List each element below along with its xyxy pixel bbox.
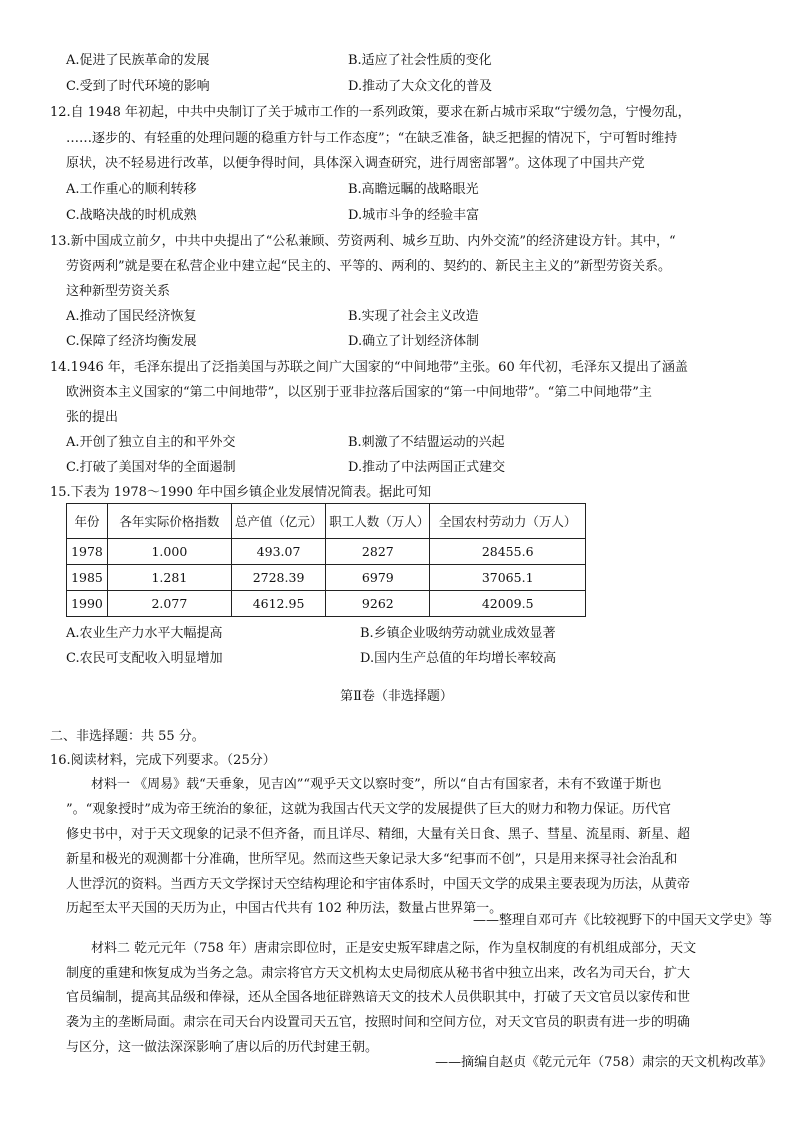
q11-option-d[interactable]: D.推动了大众文化的普及 — [348, 79, 493, 94]
q15-option-d[interactable]: D.国内生产总值的年均增长率较高 — [360, 651, 557, 666]
table-cell: 6979 — [326, 565, 430, 591]
q11-option-a[interactable]: A.促进了民族革命的发展 — [66, 53, 210, 68]
q12-option-a[interactable]: A.工作重心的顺利转移 — [66, 182, 197, 197]
table-cell: 2728.39 — [231, 565, 325, 591]
q13-option-a[interactable]: A.推动了国民经济恢复 — [66, 309, 197, 324]
material2-line: 官员编制，提高其品级和俸禄，还从全国各地征辟熟谙天文的技术人员供职其中，打破了天文官员以家传和世 — [66, 990, 691, 1005]
table-cell: 1985 — [67, 565, 108, 591]
table-cell: 1.281 — [107, 565, 231, 591]
material2-line: 材料二 乾元元年（758 年）唐肃宗即位时，正是安史叛军肆虐之际，作为皇权制度的有机组成部分，天文 — [91, 941, 697, 956]
table-row — [67, 565, 586, 591]
q13-option-c[interactable]: C.保障了经济均衡发展 — [66, 334, 197, 349]
material2-line: 袭为主的垄断局面。肃宗在司天台内设置司天五官，按照时间和空间方位，对天文官员的职责有进一步的明确 — [66, 1015, 691, 1030]
material1-line: 新星和极光的观测都十分准确，世所罕见。然而这些天象记录大多“纪事而不创”，只是用来探寻社会治乱和 — [66, 852, 678, 867]
q12-option-b[interactable]: B.高瞻远瞩的战略眼光 — [348, 182, 479, 197]
q12-stem-line: ……逐步的、有轻重的处理问题的稳重方针与工作态度”；“在缺乏准备，缺乏把握的情况下，宁可暂时维持 — [66, 131, 678, 146]
table-row — [67, 591, 586, 617]
q14-option-d[interactable]: D.推动了中法两国正式建交 — [348, 460, 506, 475]
material1-line: 修史书中，对于天文现象的记录不但齐备，而且详尽、精细，大量有关日食、黑子、彗星、流星雨、新星、超 — [66, 827, 691, 842]
table-cell: 1978 — [67, 539, 108, 565]
part2-title: 第Ⅱ卷（非选择题） — [340, 689, 453, 704]
q12-stem-line: 12.自 1948 年初起，中共中央制订了关于城市工作的一系列政策，要求在新占城市采取“宁缓勿急，宁慢勿乱， — [50, 105, 691, 120]
material1-line: 人世浮沉的资料。当西方天文学探讨天空结构理论和宇宙体系时，中国天文学的成果主要表现为历法，从黄帝 — [66, 877, 691, 892]
q14-option-c[interactable]: C.打破了美国对华的全面遏制 — [66, 460, 236, 475]
q11-option-b[interactable]: B.适应了社会性质的变化 — [348, 53, 492, 68]
q13-option-d[interactable]: D.确立了计划经济体制 — [348, 334, 480, 349]
q12-option-d[interactable]: D.城市斗争的经验丰富 — [348, 208, 480, 223]
q13-stem-line: 13.新中国成立前夕，中共中央提出了“公私兼顾、劳资两利、城乡互助、内外交流”的经济建设方针。其中，“ — [50, 234, 676, 249]
q14-stem-line: 14.1946 年，毛泽东提出了泛指美国与苏联之间广大国家的“中间地带”主张。60 年代初，毛泽东又提出了涵盖 — [50, 360, 688, 375]
table-header-cell: 全国农村劳动力（万人） — [430, 504, 586, 539]
material2-source: ——摘编自赵贞《乾元元年（758）肃宗的天文机构改革》 — [435, 1055, 772, 1070]
table-header-cell: 各年实际价格指数 — [107, 504, 231, 539]
q15-option-c[interactable]: C.农民可支配收入明显增加 — [66, 651, 223, 666]
q15-table — [66, 503, 586, 617]
section2-heading: 二、非选择题：共 55 分。 — [50, 729, 205, 744]
table-header-cell: 年份 — [67, 504, 108, 539]
q15-option-b[interactable]: B.乡镇企业吸纳劳动就业成效显著 — [360, 626, 556, 641]
q16-stem: 16.阅读材料，完成下列要求。（25分） — [50, 753, 276, 768]
table-header-row — [67, 504, 586, 539]
material2-line: 制度的重建和恢复成为当务之急。肃宗将官方天文机构太史局彻底从秘书省中独立出来，改名为司天台，扩大 — [66, 966, 691, 981]
table-row — [67, 539, 586, 565]
table-cell: 28455.6 — [430, 539, 586, 565]
table-cell: 4612.95 — [231, 591, 325, 617]
q15-stem: 15.下表为 1978～1990 年中国乡镇企业发展情况简表。据此可知 — [50, 485, 432, 500]
table-header-cell: 职工人数（万人） — [326, 504, 430, 539]
table-cell: 9262 — [326, 591, 430, 617]
q13-option-b[interactable]: B.实现了社会主义改造 — [348, 309, 479, 324]
table-cell: 1.000 — [107, 539, 231, 565]
table-cell: 37065.1 — [430, 565, 586, 591]
q15-option-a[interactable]: A.农业生产力水平大幅提高 — [66, 626, 223, 641]
q11-option-c[interactable]: C.受到了时代环境的影响 — [66, 79, 210, 94]
q12-option-c[interactable]: C.战略决战的时机成熟 — [66, 208, 197, 223]
q14-option-b[interactable]: B.刺激了不结盟运动的兴起 — [348, 435, 505, 450]
q14-option-a[interactable]: A.开创了独立自主的和平外交 — [66, 435, 236, 450]
material1-line: 材料一 《周易》载“天垂象，见吉凶”“观乎天文以察时变”，所以“自古有国家者，未有不致谨于斯也 — [91, 777, 662, 792]
q14-stem-line: 张的提出 — [66, 410, 119, 425]
q12-stem-line: 原状，决不轻易进行改革，以便争得时间，具体深入调查研究，进行周密部署”。这体现了中国共产党 — [66, 156, 645, 171]
material1-line: 历起至太平天国的天历为止，中国古代共有 102 种历法，数量占世界第一。 — [66, 901, 503, 916]
table-cell: 42009.5 — [430, 591, 586, 617]
q14-stem-line: 欧洲资本主义国家的“第二中间地带”，以区别于亚非拉落后国家的“第一中间地带”。“第二中间地带”主 — [66, 385, 652, 400]
table-cell: 493.07 — [231, 539, 325, 565]
table-header-cell: 总产值（亿元） — [231, 504, 325, 539]
q13-stem-line: 这种新型劳资关系 — [66, 284, 171, 299]
q13-stem-line: 劳资两利”就是要在私营企业中建立起“民主的、平等的、两利的、契约的、新民主主义的”新型劳资关系。 — [66, 259, 671, 274]
material1-source: ——整理自邓可卉《比较视野下的中国天文学史》等 — [472, 913, 772, 928]
material2-line: 与区分，这一做法深深影响了唐以后的历代封建王朝。 — [66, 1040, 379, 1055]
table-cell: 2827 — [326, 539, 430, 565]
table-cell: 1990 — [67, 591, 108, 617]
material1-line: ”。“观象授时”成为帝王统治的象征，这就为我国古代天文学的发展提供了巨大的财力和物力保证。历代官 — [66, 802, 671, 817]
table-cell: 2.077 — [107, 591, 231, 617]
